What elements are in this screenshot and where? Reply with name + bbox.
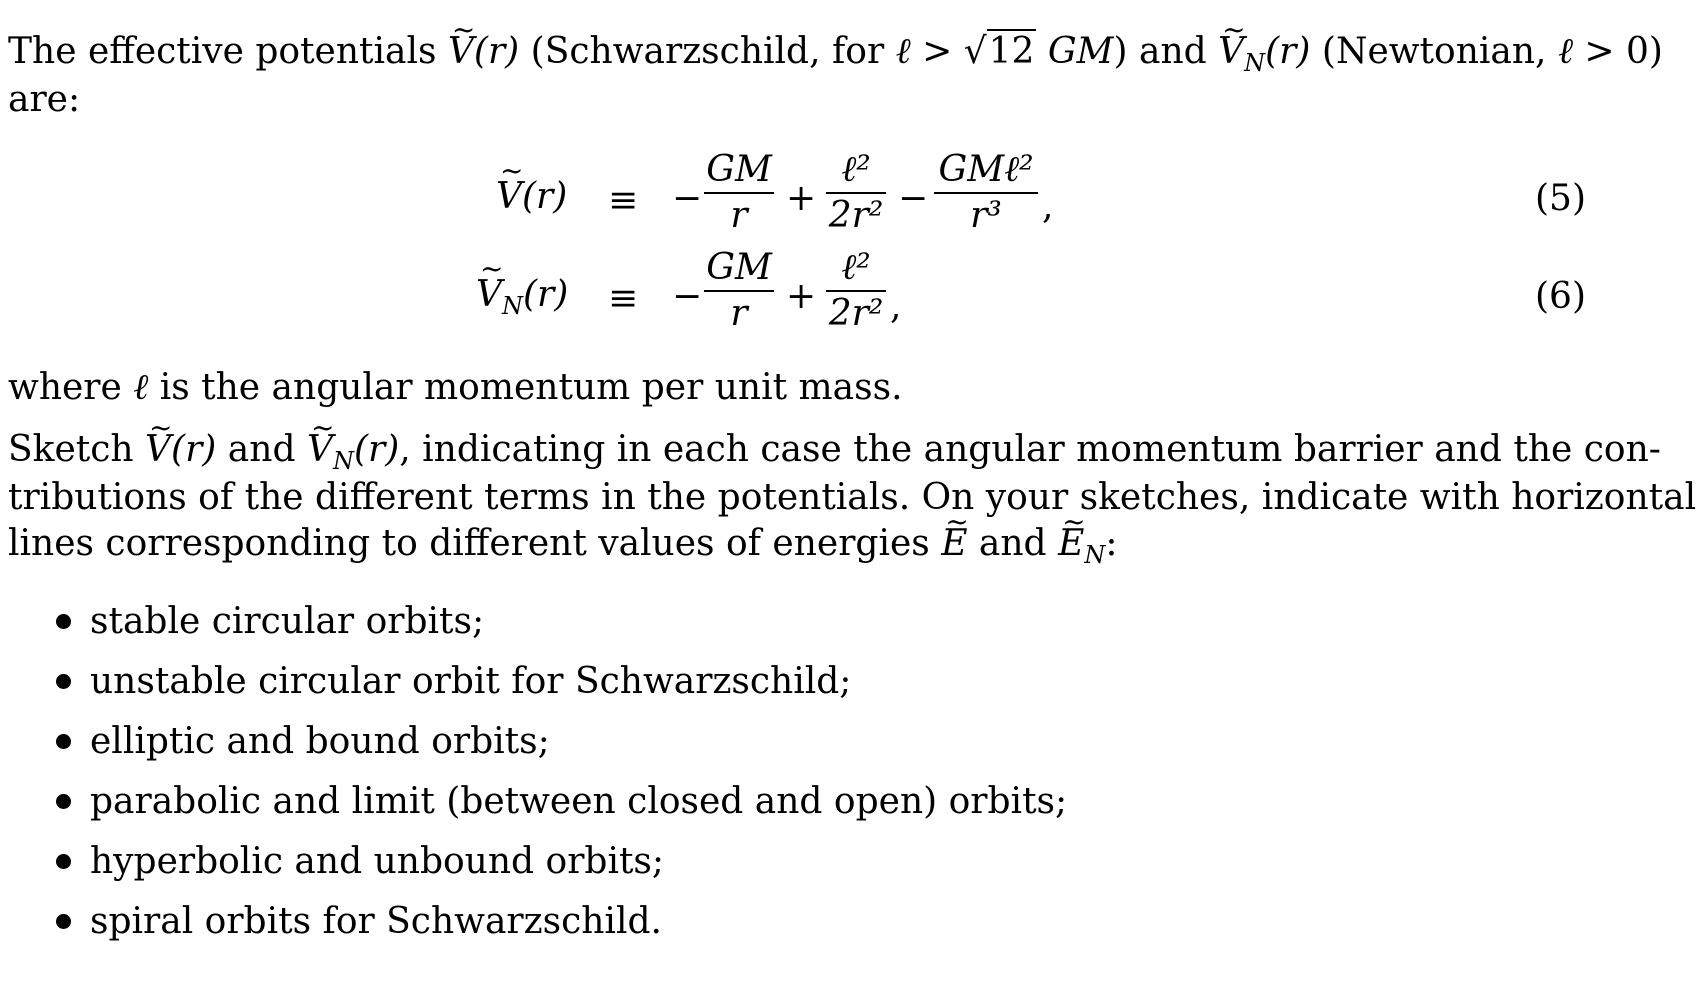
bullet-icon — [56, 674, 71, 689]
eq6-plus: + — [786, 276, 817, 317]
bullet-icon — [56, 794, 71, 809]
eq5-number: (5) — [1535, 178, 1586, 219]
sketch-line-3: lines corresponding to different values of energies ~ E and ~ $E_N$: — [8, 520, 1588, 579]
where-line: where ℓ is the angular momentum per unit mass. — [8, 367, 903, 408]
list-item: hyperbolic and unbound orbits; — [0, 838, 1067, 898]
list-item: parabolic and limit (between closed and open) orbits; — [0, 778, 1067, 838]
sketch-line-2: tributions of the different terms in the potentials. On your sketches, indicate with horizontal — [8, 477, 1696, 518]
sqrt-symbol: √12 — [963, 31, 1035, 72]
eq5-frac-l2-2r2: ℓ² 2r² — [826, 150, 886, 236]
eq5-equiv: ≡ — [608, 180, 639, 221]
eq5-plus: + — [786, 178, 817, 219]
eq6-comma: , — [890, 286, 902, 327]
bullet-icon — [56, 614, 71, 629]
eq6-frac-l2-2r2: ℓ² 2r² — [826, 248, 886, 334]
eq5-minus-1: − — [672, 178, 703, 219]
bullet-icon — [56, 734, 71, 749]
VN-tilde-symbol: ~ V — [1218, 28, 1244, 76]
eq5-lhs: ~ V(r) — [496, 176, 567, 217]
eq5-frac-GMl2-r3: GMℓ² r³ — [934, 150, 1038, 236]
list-item: elliptic and bound orbits; — [0, 718, 1067, 778]
eq6-lhs: ~ $V_N(r)$ — [476, 274, 568, 320]
eq5-comma: , — [1042, 186, 1054, 227]
eq6-frac-GM-r: GM r — [704, 248, 774, 334]
intro-line-1: The effective potentials ~ V(r) (Schwarzschild, for ℓ > √12 GM) and ~ $V_N(r)$ (Newtonian, ℓ > 0) — [8, 28, 1588, 87]
V-tilde-symbol: ~ V — [448, 28, 474, 76]
list-item: stable circular orbits; — [0, 598, 1067, 658]
eq5-minus-2: − — [898, 178, 929, 219]
eq6-equiv: ≡ — [608, 278, 639, 319]
list-item: spiral orbits for Schwarzschild. — [0, 898, 1067, 958]
sketch-line-1: Sketch ~ V(r) and ~ $V_N(r)$, indicating in each case the angular momentum barrier and the con- — [8, 426, 1588, 485]
intro-line-2: are: — [8, 79, 81, 120]
bullet-icon — [56, 914, 71, 929]
orbit-types-list — [0, 598, 1067, 958]
eq6-minus: − — [672, 276, 703, 317]
eq5-frac-GM-r: GM r — [704, 150, 774, 236]
list-item: unstable circular orbit for Schwarzschild; — [0, 658, 1067, 718]
eq6-number: (6) — [1535, 276, 1586, 317]
bullet-icon — [56, 854, 71, 869]
